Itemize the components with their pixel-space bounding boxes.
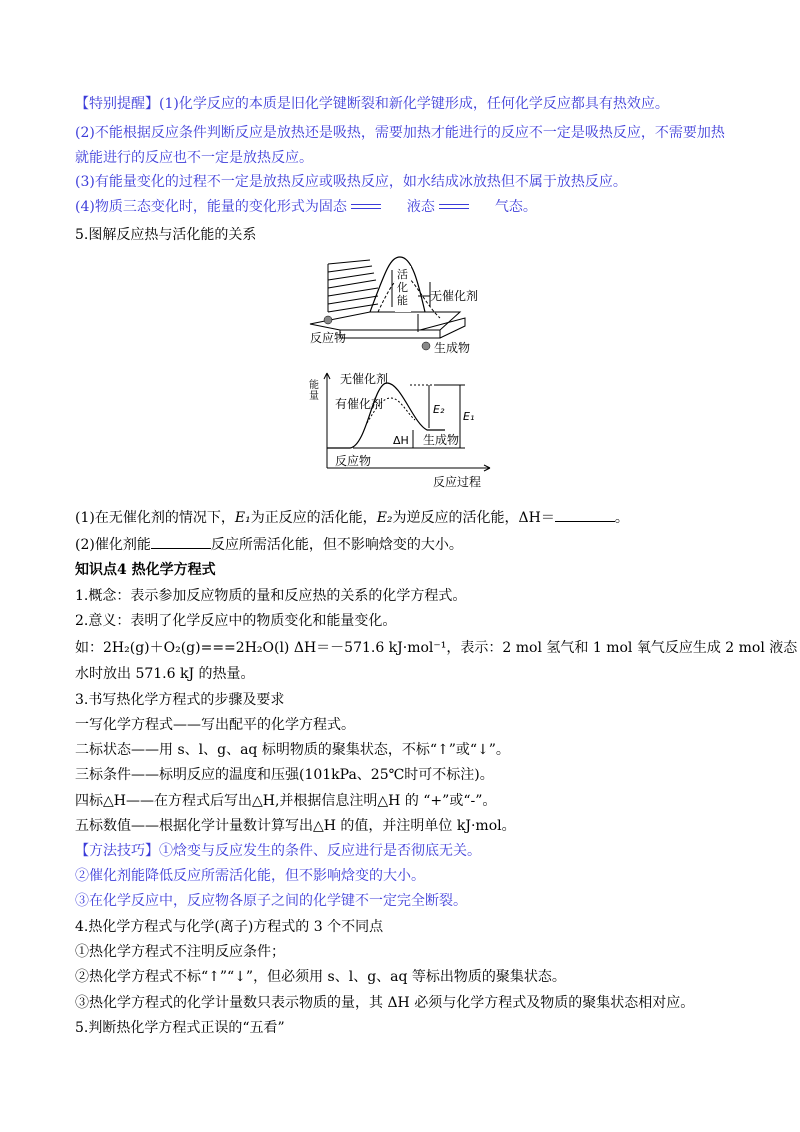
question-1: [75, 507, 629, 528]
product-ball-icon: [422, 342, 430, 350]
label-catalyst-curve: 有催化剂: [335, 397, 384, 411]
k4-line-2: 2.意义：表明了化学反应中的物质变化和能量变化。: [75, 613, 397, 629]
question-2: [75, 534, 463, 555]
note-line-3: 就能进行的反应也不一定是放热反应。: [75, 150, 313, 166]
q2-answer-blank[interactable]: [151, 534, 211, 549]
label-product: 生成物: [434, 341, 471, 355]
activation-energy-3d-figure: [300, 252, 520, 362]
tips-line-2: ②催化剂能降低反应所需活化能，但不影响焓变的大小。: [75, 868, 425, 884]
q2-part-b: 反应所需活化能，但不影响焓变的大小。: [210, 537, 463, 553]
q1-part-e: 为逆反应的活化能，ΔH＝: [392, 510, 555, 526]
q1-e1: E₁: [234, 510, 251, 526]
k4-line-4: 水时放出 571.6 kJ 的热量。: [75, 666, 255, 682]
q1-part-f: 。: [614, 510, 629, 526]
k4b-line-4: ③热化学方程式的化学计量数只表示物质的量，其 ΔH 必须与化学方程式及物质的聚集状态相对应。: [75, 995, 695, 1011]
tips-line-3: ③在化学反应中，反应物各原子之间的化学键不一定完全断裂。: [75, 893, 467, 909]
note-line-5-a: (4)物质三态变化时，能量的变化形式为固态: [75, 199, 347, 215]
k4-line-3: 如：2H₂(g)＋O₂(g)===2H₂O(l) ΔH＝－571.6 kJ·mol⁻¹，表示：2 mol 氢气和 1 mol 氧气反应生成 2 mol 液态: [75, 640, 798, 656]
k4-line-6: 一写化学方程式——写出配平的化学方程式。: [75, 717, 355, 733]
energy-profile-figure: [305, 368, 495, 493]
label-no-catalyst: 无催化剂: [430, 289, 479, 303]
k4b-line-1: 4.热化学方程式与化学(离子)方程式的 3 个不同点: [75, 919, 384, 935]
equilibrium-arrow-icon: [351, 202, 381, 212]
k4-line-8: 三标条件——标明反应的温度和压强(101kPa、25℃时可不标注)。: [75, 767, 494, 783]
k4-line-7: 二标状态——用 s、l、g、aq 标明物质的聚集状态，不标“↑”或“↓”。: [75, 742, 510, 758]
k4-line-9: 四标△H——在方程式后写出△H,并根据信息注明△H 的 “+”或“-”。: [75, 793, 497, 809]
note-line-5-b: 液态: [406, 199, 435, 215]
label-x-reaction-process: 反应过程: [433, 475, 482, 489]
label-e2: E₂: [433, 403, 445, 416]
label-no-catalyst-curve: 无催化剂: [340, 372, 389, 386]
tips-line-1: 【方法技巧】①焓变与反应发生的条件、反应进行是否彻底无关。: [75, 843, 481, 859]
q1-part-a: (1)在无催化剂的情况下，: [75, 510, 235, 526]
label-reactant: 反应物: [310, 331, 347, 345]
k4b-line-5: 5.判断热化学方程式正误的“五看”: [75, 1020, 285, 1036]
note-line-4: (3)有能量变化的过程不一定是放热反应或吸热反应，如水结成冰放热但不属于放热反应。: [75, 174, 627, 190]
q1-part-c: 为正反应的活化能，: [250, 510, 377, 526]
label-product-level: 生成物: [423, 433, 460, 447]
label-y-energy: 能量: [309, 380, 319, 402]
note-line-1: 【特别提醒】(1)化学反应的本质是旧化学键断裂和新化学键形成，任何化学反应都具有热效应。: [75, 96, 669, 112]
knowledge-point-4-title: 知识点4 热化学方程式: [75, 562, 216, 578]
k4b-line-3: ②热化学方程式不标“↑”“↓”，但必须用 s、l、g、aq 等标出物质的聚集状态。: [75, 969, 566, 985]
q1-answer-blank[interactable]: [555, 507, 615, 522]
k4b-line-2: ①热化学方程式不注明反应条件；: [75, 944, 285, 960]
note-line-5: [75, 197, 537, 217]
k4-line-1: 1.概念：表示参加反应物质的量和反应热的关系的化学方程式。: [75, 588, 467, 604]
note-line-2: (2)不能根据反应条件判断反应是放热还是吸热，需要加热才能进行的反应不一定是吸热反应，不需要加热: [75, 125, 725, 141]
k4-line-10: 五标数值——根据化学计量数计算写出△H 的值，并注明单位 kJ·mol。: [75, 818, 516, 834]
q2-part-a: (2)催化剂能: [75, 537, 151, 553]
section-5-title: 5.图解反应热与活化能的关系: [75, 227, 257, 243]
note-line-5-c: 气态。: [494, 199, 537, 215]
q1-e2: E₂: [376, 510, 393, 526]
label-active-energy: 活化能: [397, 268, 408, 307]
reactant-ball-icon: [324, 316, 332, 324]
label-reactant-level: 反应物: [335, 454, 372, 468]
label-e1: E₁: [463, 410, 475, 423]
label-delta-h: ΔH: [393, 434, 409, 447]
equilibrium-arrow-icon: [439, 202, 469, 212]
k4-line-5: 3.书写热化学方程式的步骤及要求: [75, 692, 285, 708]
